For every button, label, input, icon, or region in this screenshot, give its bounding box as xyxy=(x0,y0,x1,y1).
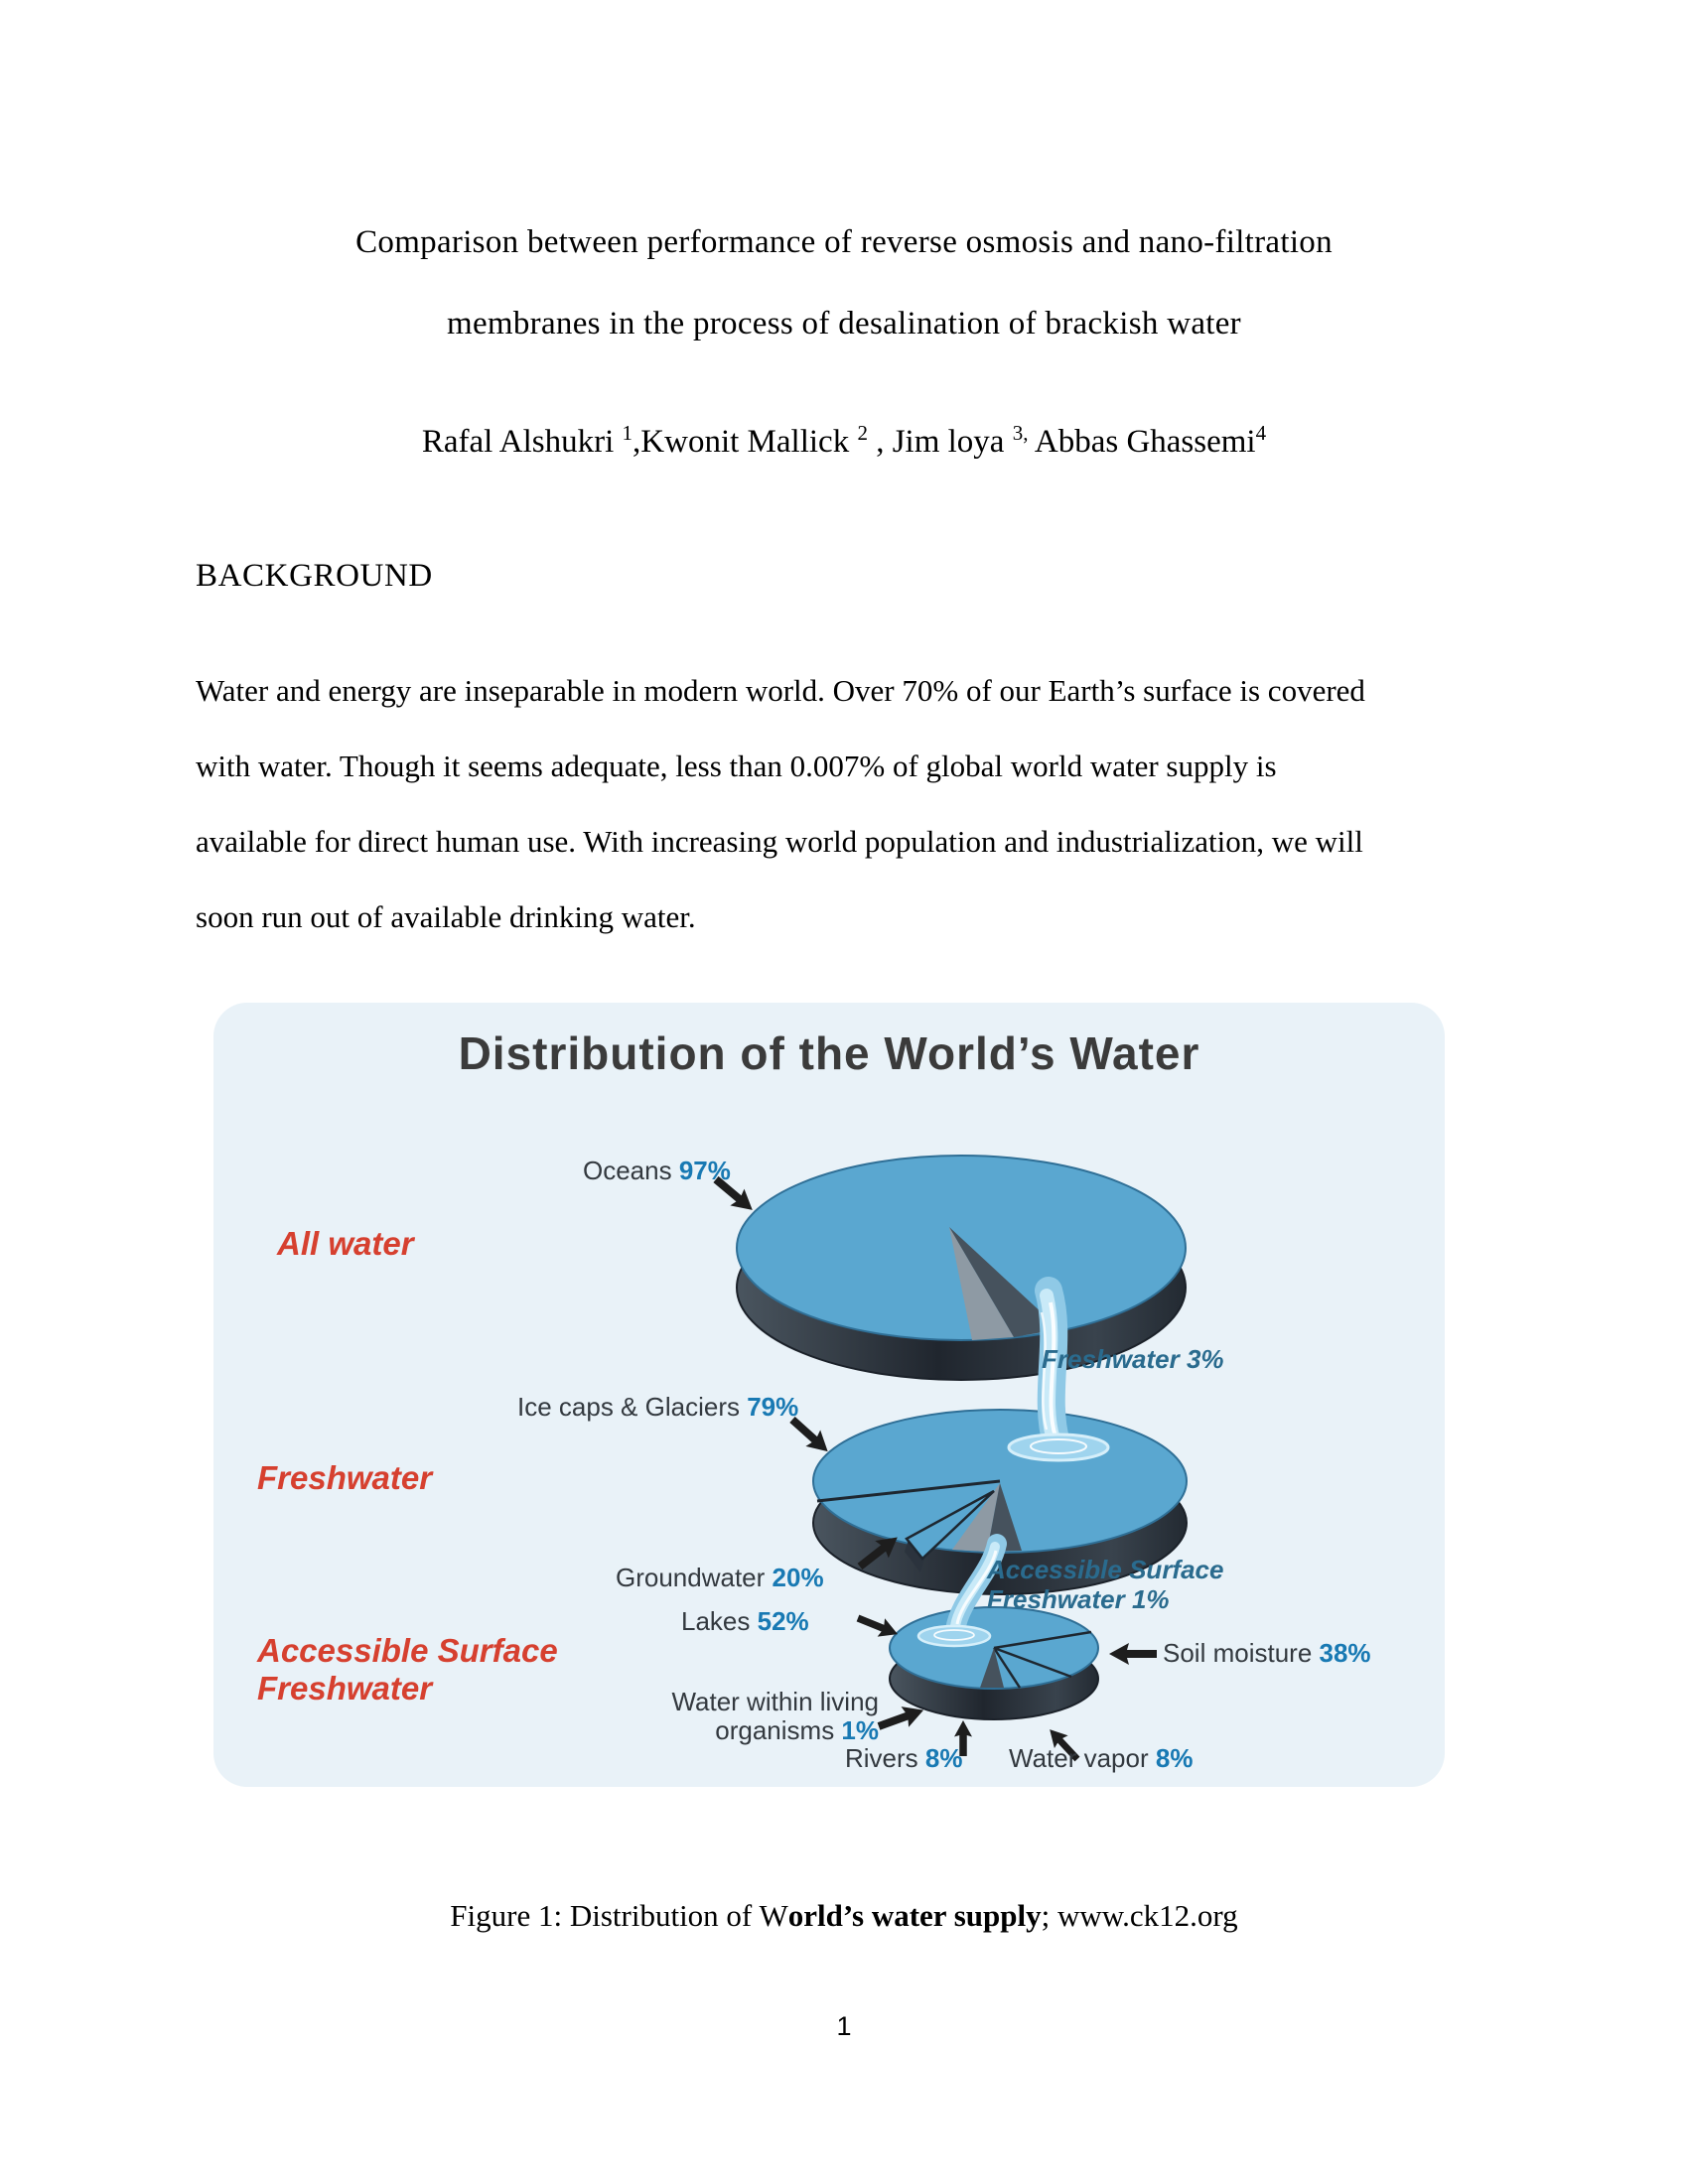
figure-label-soil-moisture: Soil moisture 38% xyxy=(1163,1638,1371,1668)
paper-title-line-1: Comparison between performance of reverse osmosis and nano-filtration xyxy=(355,224,1333,260)
paper-title-line-2: membranes in the process of desalination of brackish water xyxy=(447,306,1241,341)
figure-label-water-vapor: Water vapor 8% xyxy=(1009,1743,1194,1773)
author-4: Abbas Ghassemi xyxy=(1028,424,1256,460)
figure-label-rivers: Rivers 8% xyxy=(845,1743,963,1773)
author-line xyxy=(0,421,1688,461)
soil-moisture-arrow xyxy=(1109,1643,1157,1665)
author-4-affiliation: 4 xyxy=(1255,421,1267,445)
figure-label-accessible-surface-1pct: Accessible Surface Freshwater 1% xyxy=(987,1555,1224,1614)
figure-label-freshwater-3pct: Freshwater 3% xyxy=(1042,1344,1224,1374)
paragraph-line: with water. Though it seems adequate, less than 0.007% of global world water supply is xyxy=(196,749,1277,783)
author-3: , Jim loya xyxy=(867,424,1013,460)
figure-label-accessible-surface-freshwater: Accessible Surface Freshwater xyxy=(257,1632,558,1706)
author-2-affiliation: 2 xyxy=(857,421,868,445)
background-paragraph xyxy=(196,673,1516,975)
paragraph-line: available for direct human use. With increasing world population and industrialization, we will xyxy=(196,824,1363,859)
figure-label-oceans: Oceans 97% xyxy=(583,1156,731,1185)
figure-label-freshwater: Freshwater xyxy=(257,1459,433,1496)
section-heading-background: BACKGROUND xyxy=(196,558,433,594)
paragraph-line: Water and energy are inseparable in modern world. Over 70% of our Earth’s surface is covered xyxy=(196,673,1365,708)
figure-label-icecaps: Ice caps & Glaciers 79% xyxy=(517,1392,799,1422)
author-1: Rafal Alshukri xyxy=(421,424,623,460)
figure-1-water-distribution xyxy=(213,1003,1445,1787)
figure-title: Distribution of the World’s Water xyxy=(458,1027,1200,1079)
author-2: ,Kwonit Mallick xyxy=(633,424,858,460)
figure-label-groundwater: Groundwater 20% xyxy=(616,1563,824,1592)
page-number: 1 xyxy=(836,2011,852,2041)
author-3-affiliation: 3, xyxy=(1012,421,1029,445)
author-1-affiliation: 1 xyxy=(622,421,633,445)
paragraph-line: soon run out of available drinking water. xyxy=(196,899,696,934)
pie-accessible-surface-freshwater xyxy=(890,1607,1098,1719)
figure-label-all-water: All water xyxy=(277,1225,414,1262)
figure-label-lakes: Lakes 52% xyxy=(681,1606,809,1636)
figure-label-organisms: Water within living organisms 1% xyxy=(671,1687,879,1745)
figure-caption: Figure 1: Distribution of World’s water supply; www.ck12.org xyxy=(450,1898,1238,1933)
